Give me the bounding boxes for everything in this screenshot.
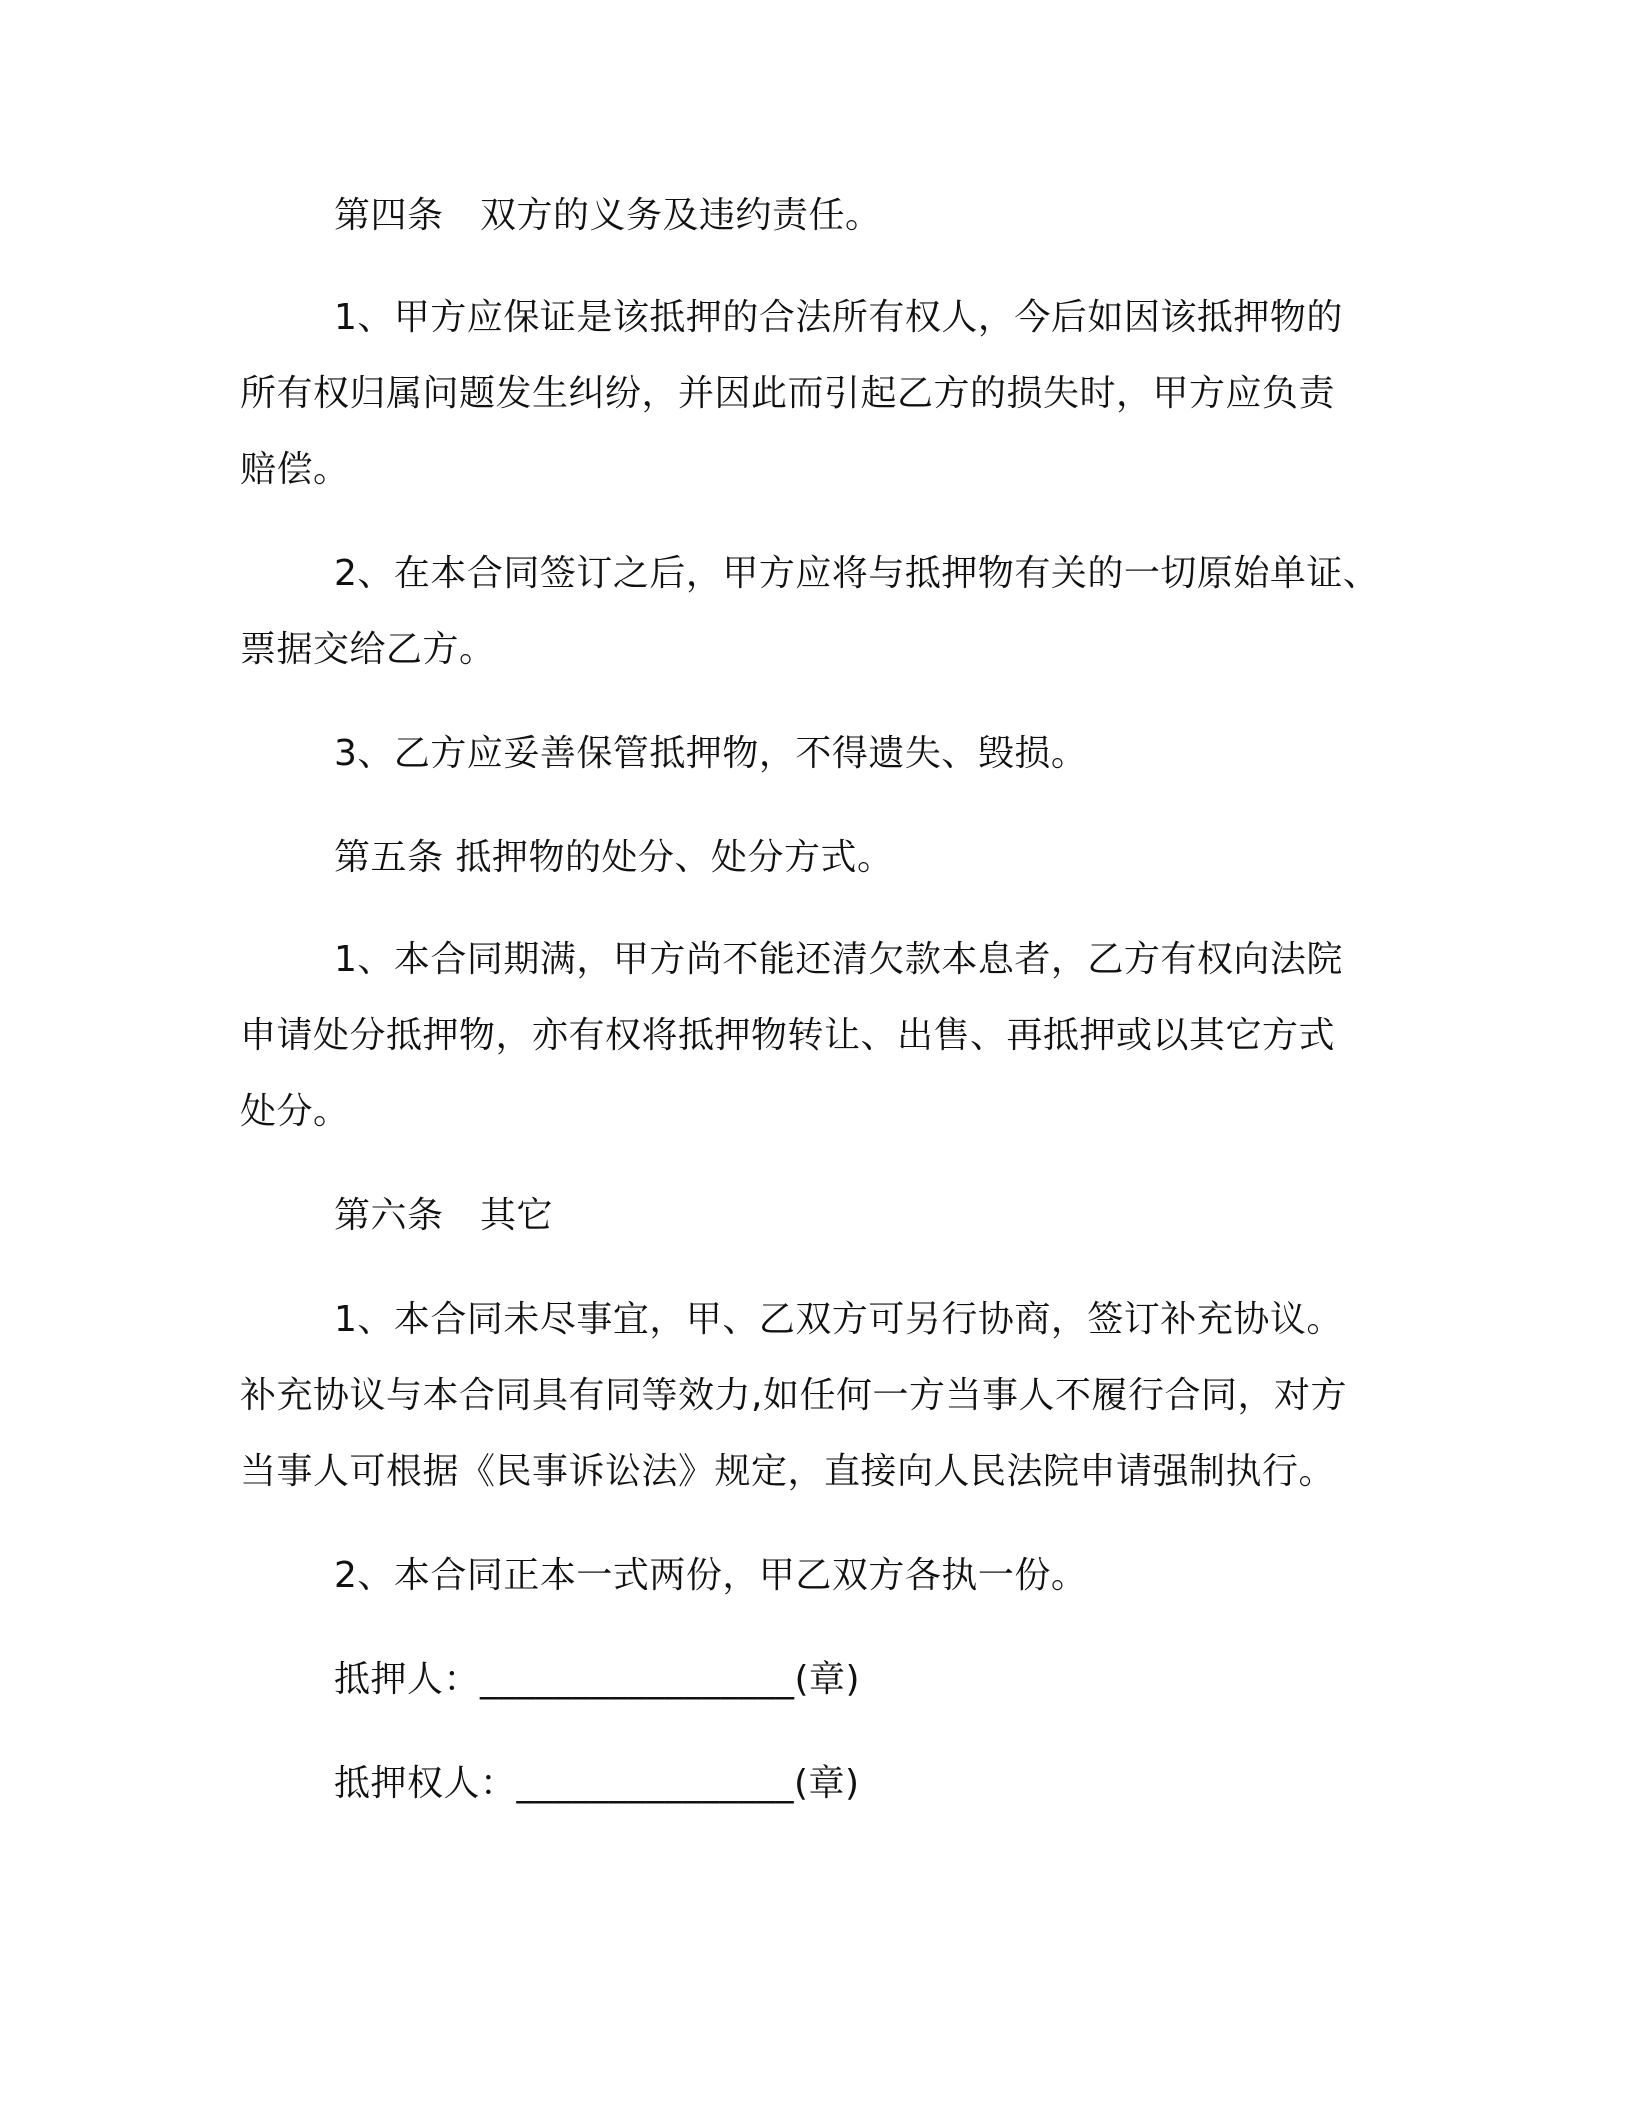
mortgagee-signature-line: 抵押权人：_______________(章) bbox=[334, 1763, 860, 1804]
article-5-item-1-line-2: 申请处分抵押物，亦有权将抵押物转让、出售、再抵押或以其它方式 bbox=[240, 1015, 1336, 1056]
article-4-heading: 第四条 双方的义务及违约责任。 bbox=[334, 195, 882, 236]
article-4-item-1-line-3: 赔偿。 bbox=[240, 449, 350, 490]
mortgagor-signature-line: 抵押人：_________________(章) bbox=[334, 1659, 861, 1700]
article-5-heading: 第五条 抵押物的处分、处分方式。 bbox=[334, 837, 894, 878]
article-5-item-1-line-1: 1、本合同期满，甲方尚不能还清欠款本息者，乙方有权向法院 bbox=[334, 939, 1343, 980]
article-6-item-1-line-2: 补充协议与本合同具有同等效力,如任何一方当事人不履行合同，对方 bbox=[240, 1375, 1347, 1416]
article-4-item-2-line-1: 2、在本合同签订之后，甲方应将与抵押物有关的一切原始单证、 bbox=[334, 553, 1380, 594]
article-5-item-1-line-3: 处分。 bbox=[240, 1091, 350, 1132]
article-4-item-3: 3、乙方应妥善保管抵押物，不得遗失、毁损。 bbox=[334, 733, 1088, 774]
article-4-item-2-line-2: 票据交给乙方。 bbox=[240, 629, 496, 670]
article-4-item-1-line-1: 1、甲方应保证是该抵押的合法所有权人，今后如因该抵押物的 bbox=[334, 297, 1343, 338]
article-4-item-1-line-2: 所有权归属问题发生纠纷，并因此而引起乙方的损失时，甲方应负责 bbox=[240, 373, 1336, 414]
article-6-item-1-line-1: 1、本合同未尽事宜，甲、乙双方可另行协商，签订补充协议。 bbox=[334, 1299, 1343, 1340]
article-6-heading: 第六条 其它 bbox=[334, 1195, 554, 1236]
article-6-item-2: 2、本合同正本一式两份，甲乙双方各执一份。 bbox=[334, 1555, 1088, 1596]
article-6-item-1-line-3: 当事人可根据《民事诉讼法》规定，直接向人民法院申请强制执行。 bbox=[240, 1451, 1336, 1492]
